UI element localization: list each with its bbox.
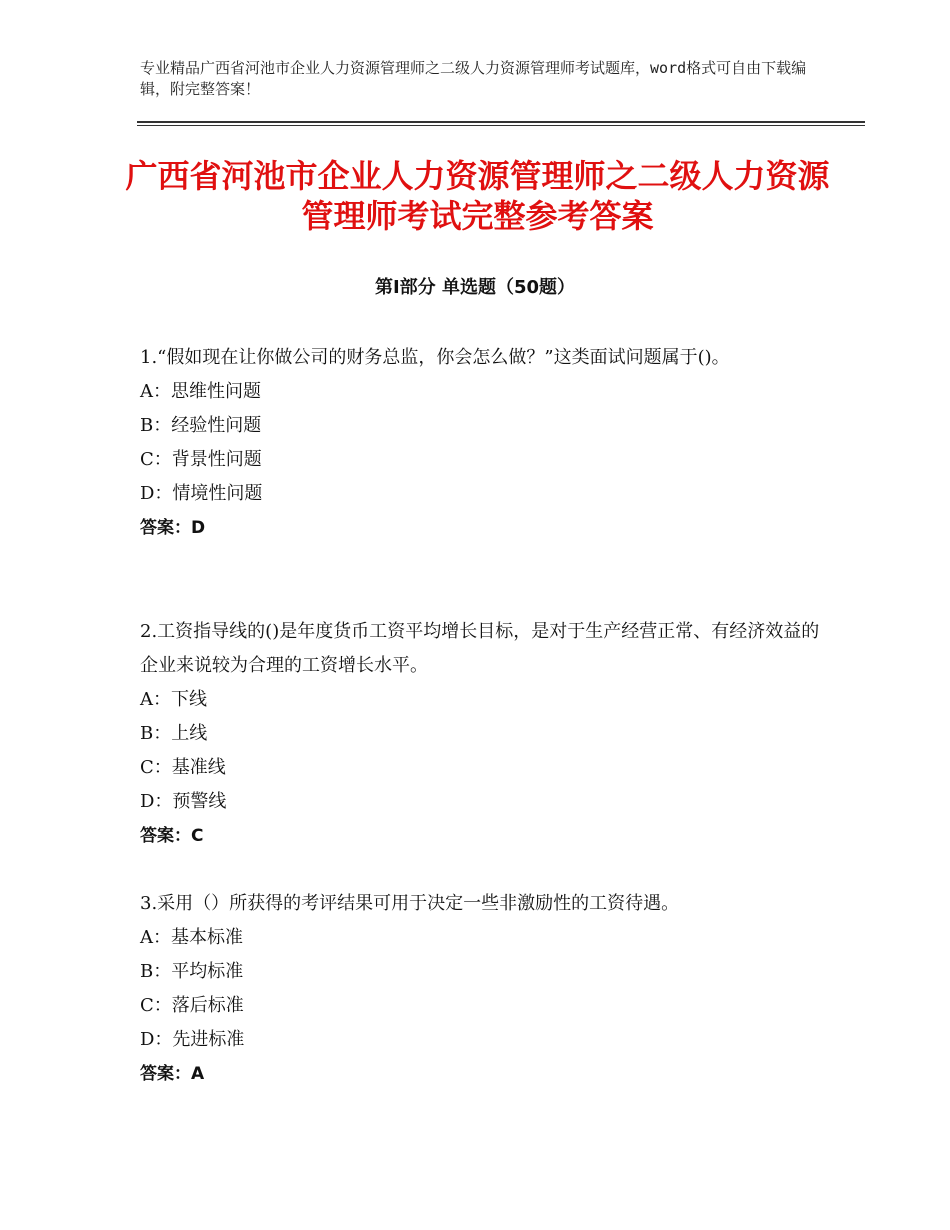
option-a: A：基本标准 [140, 927, 243, 948]
option-a: A：思维性问题 [140, 381, 261, 402]
question-stem: 1.“假如现在让你做公司的财务总监，你会怎么做？”这类面试问题属于()。 [140, 347, 730, 368]
question-1 [140, 341, 820, 545]
question-2 [140, 615, 820, 853]
answer-line: 答案：D [140, 518, 206, 538]
question-stem: 3.采用（）所获得的考评结果可用于决定一些非激励性的工资待遇。 [140, 893, 680, 914]
option-a: A：下线 [140, 689, 207, 710]
option-c: C：基准线 [140, 757, 226, 778]
option-b: B：上线 [140, 723, 208, 744]
section-title: 第Ⅰ部分 单选题（50题） [374, 277, 575, 298]
option-d: D：预警线 [140, 791, 227, 812]
header-note: 专业精品广西省河池市企业人力资源管理师之二级人力资源管理师考试题库，word格式可自由下载编辑，附完整答案！ [140, 59, 807, 98]
document-title: 广西省河池市企业人力资源管理师之二级人力资源管理师考试完整参考答案 [125, 157, 830, 235]
option-d: D：情境性问题 [140, 483, 263, 504]
option-c: C：背景性问题 [140, 449, 262, 470]
option-d: D：先进标准 [140, 1029, 245, 1050]
header-divider-thick [137, 121, 865, 123]
option-b: B：平均标准 [140, 961, 244, 982]
header-divider-thin [137, 125, 865, 126]
option-c: C：落后标准 [140, 995, 244, 1016]
question-3 [140, 887, 820, 1091]
answer-line: 答案：C [140, 826, 204, 846]
option-b: B：经验性问题 [140, 415, 262, 436]
answer-line: 答案：A [140, 1064, 205, 1084]
question-stem: 2.工资指导线的()是年度货币工资平均增长目标，是对于生产经营正常、有经济效益的企业来说较为合理的工资增长水平。 [140, 621, 820, 676]
